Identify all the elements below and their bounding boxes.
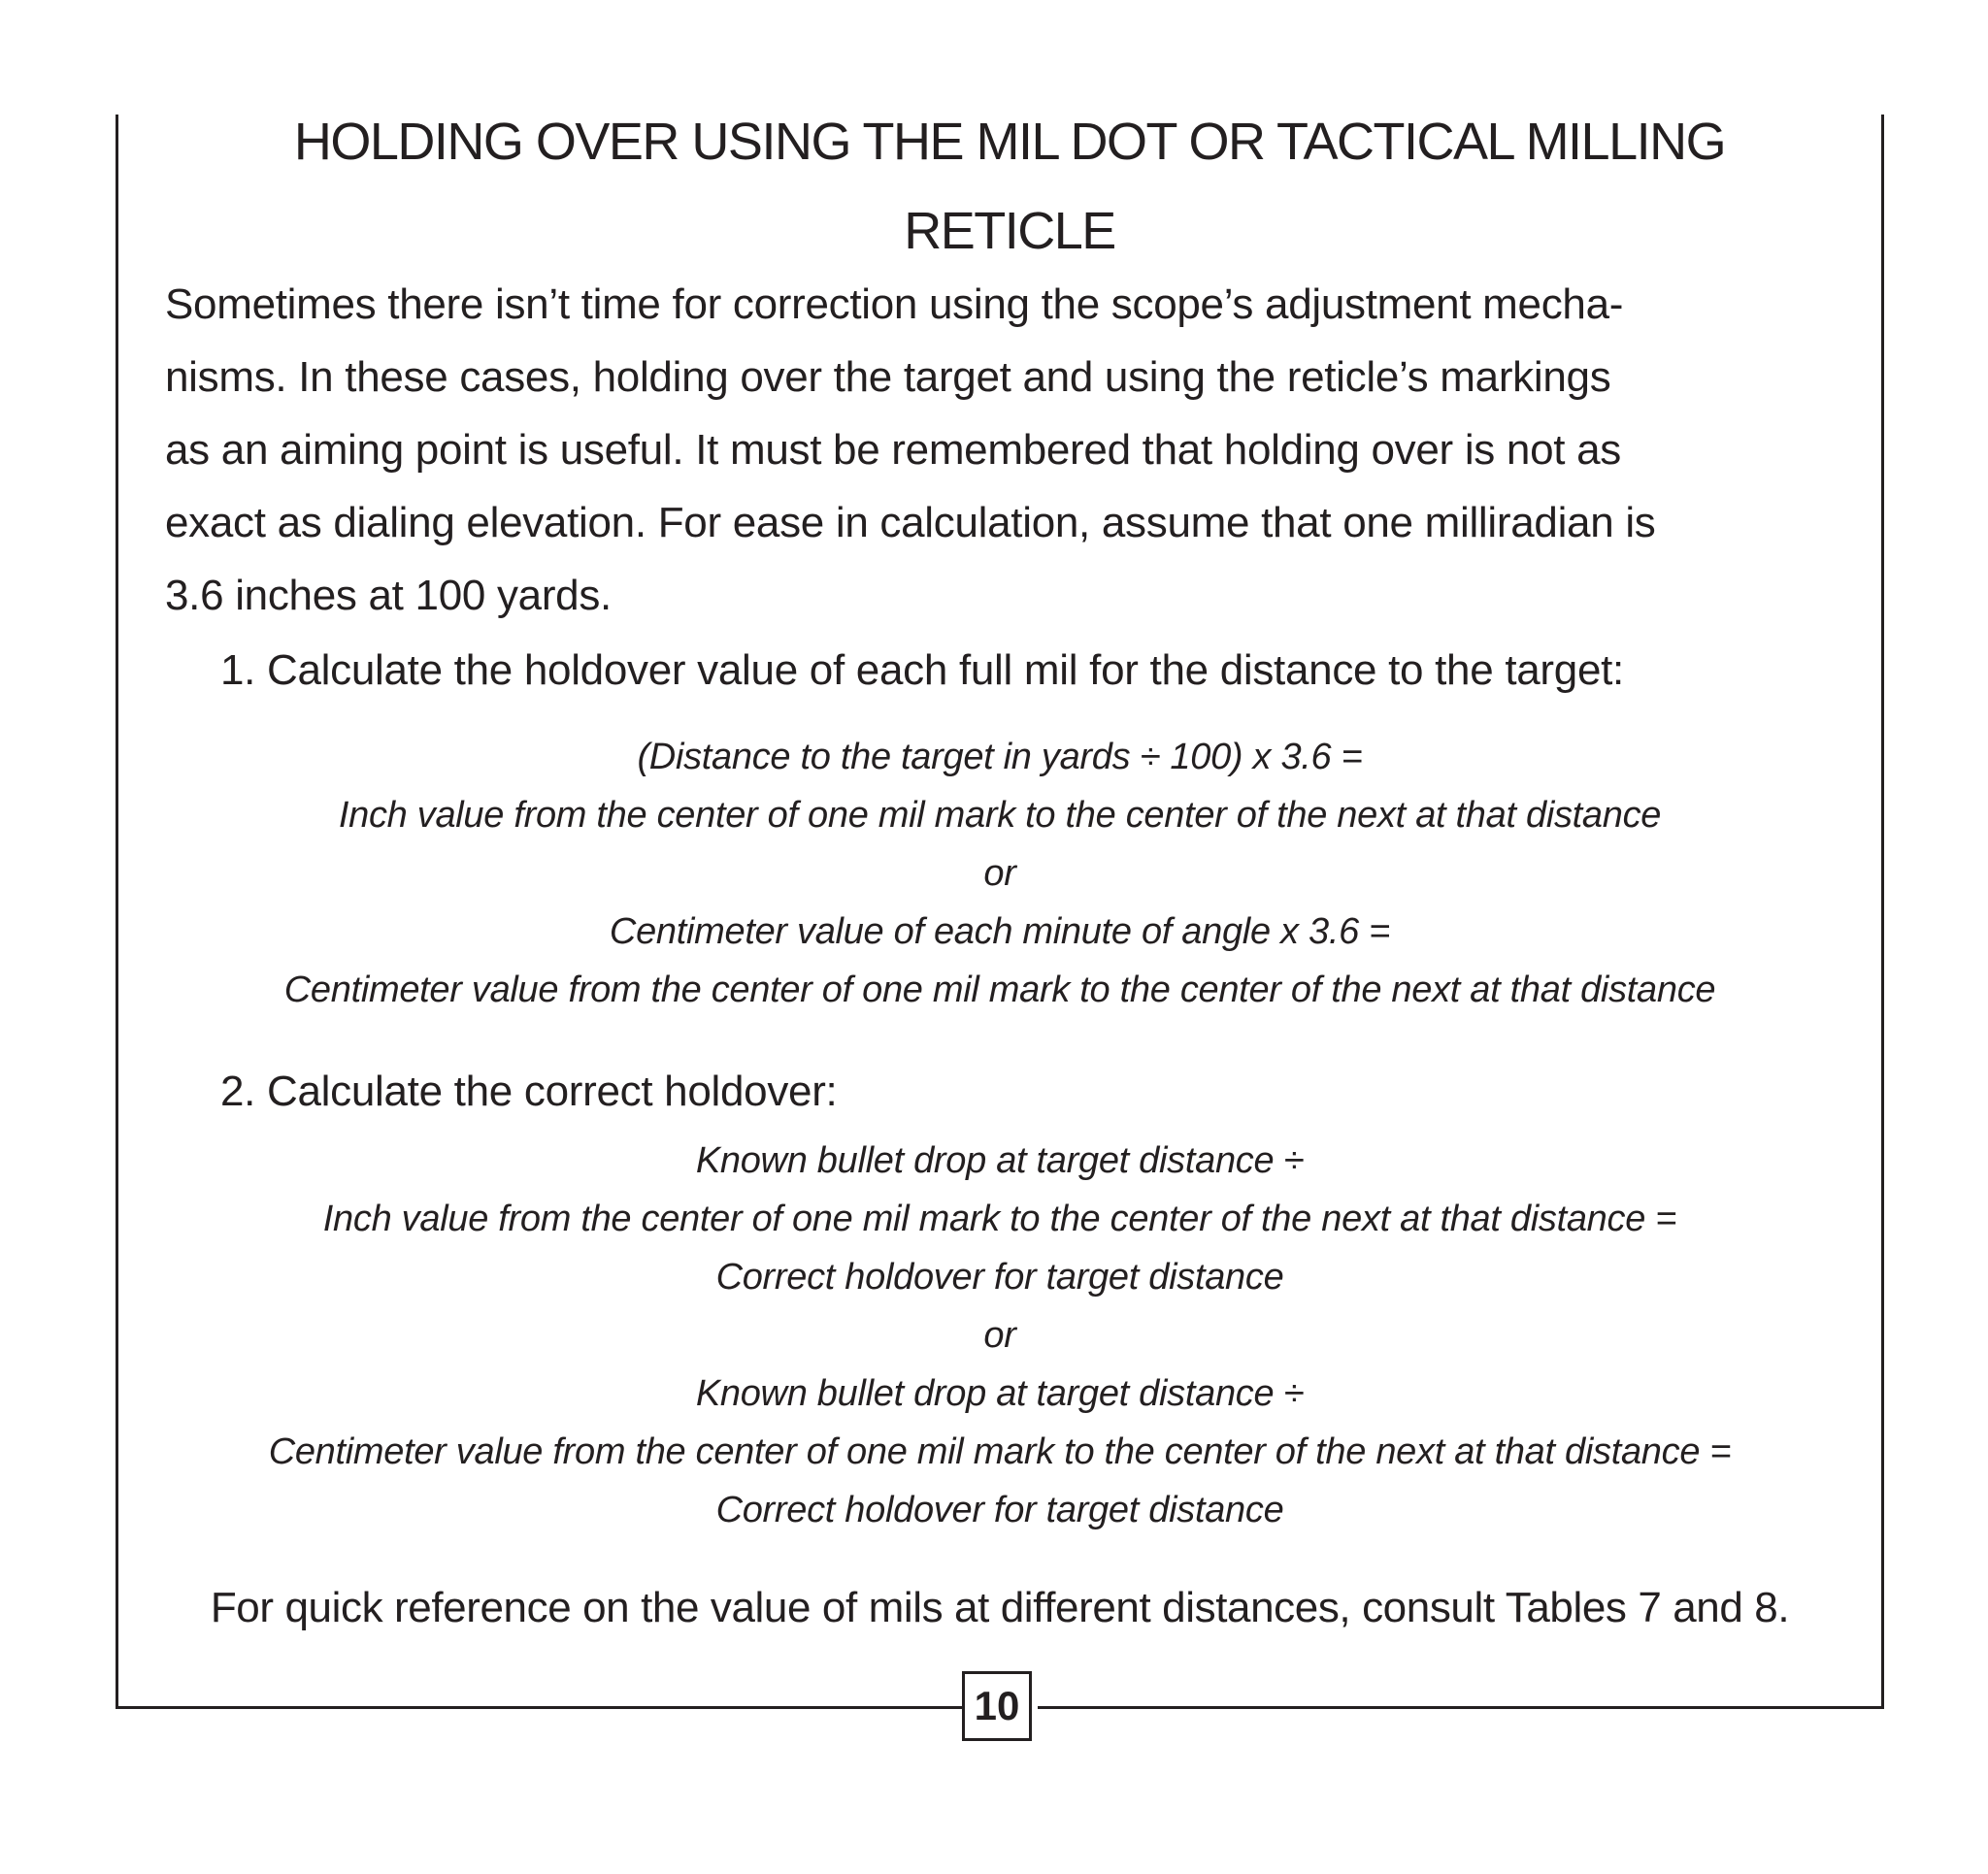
page-title-line: HOLDING OVER USING THE MIL DOT OR TACTICAL MILLING xyxy=(293,113,1726,171)
intro-line: 3.6 inches at 100 yards. xyxy=(165,572,612,619)
step-2-formula xyxy=(116,1132,1883,1539)
formula-line: Correct holdover for target distance xyxy=(715,1257,1284,1298)
intro-line: nisms. In these cases, holding over the target and using the reticle’s markings xyxy=(165,353,1611,401)
formula-line: Inch value from the center of one mil mark to the center of the next at that distance = xyxy=(322,1199,1677,1239)
formula-line: Known bullet drop at target distance ÷ xyxy=(695,1140,1305,1181)
page-title xyxy=(155,97,1864,276)
formula-line: Known bullet drop at target distance ÷ xyxy=(695,1373,1305,1414)
page-number: 10 xyxy=(962,1671,1032,1741)
step-1-label: 1. Calculate the holdover value of each full mil for the distance to the target: xyxy=(220,646,1624,694)
intro-paragraph xyxy=(165,268,1854,632)
formula-line: Centimeter value of each minute of angle x 3.6 = xyxy=(609,911,1391,952)
intro-line: Sometimes there isn’t time for correction using the scope’s adjustment mecha- xyxy=(165,280,1624,328)
formula-line: or xyxy=(983,1315,1016,1356)
formula-line: or xyxy=(983,853,1016,894)
formula-line: Correct holdover for target distance xyxy=(715,1490,1284,1530)
frame-bottom-border-right xyxy=(1038,1706,1884,1709)
formula-line: (Distance to the target in yards ÷ 100) x 3.6 = xyxy=(637,737,1363,777)
page-title-line: RETICLE xyxy=(904,202,1115,260)
formula-line: Inch value from the center of one mil mark to the center of the next at that distance xyxy=(338,795,1662,836)
intro-line: exact as dialing elevation. For ease in calculation, assume that one milliradian is xyxy=(165,499,1656,546)
reference-note: For quick reference on the value of mils at different distances, consult Tables 7 and 8. xyxy=(210,1584,1790,1631)
step-1-formula xyxy=(116,728,1883,1019)
formula-line: Centimeter value from the center of one mil mark to the center of the next at that distance = xyxy=(268,1431,1732,1472)
intro-line: as an aiming point is useful. It must be remembered that holding over is not as xyxy=(165,426,1621,474)
frame-bottom-border-left xyxy=(116,1706,962,1709)
formula-line: Centimeter value from the center of one mil mark to the center of the next at that distance xyxy=(283,970,1716,1010)
step-2-label: 2. Calculate the correct holdover: xyxy=(220,1068,838,1115)
